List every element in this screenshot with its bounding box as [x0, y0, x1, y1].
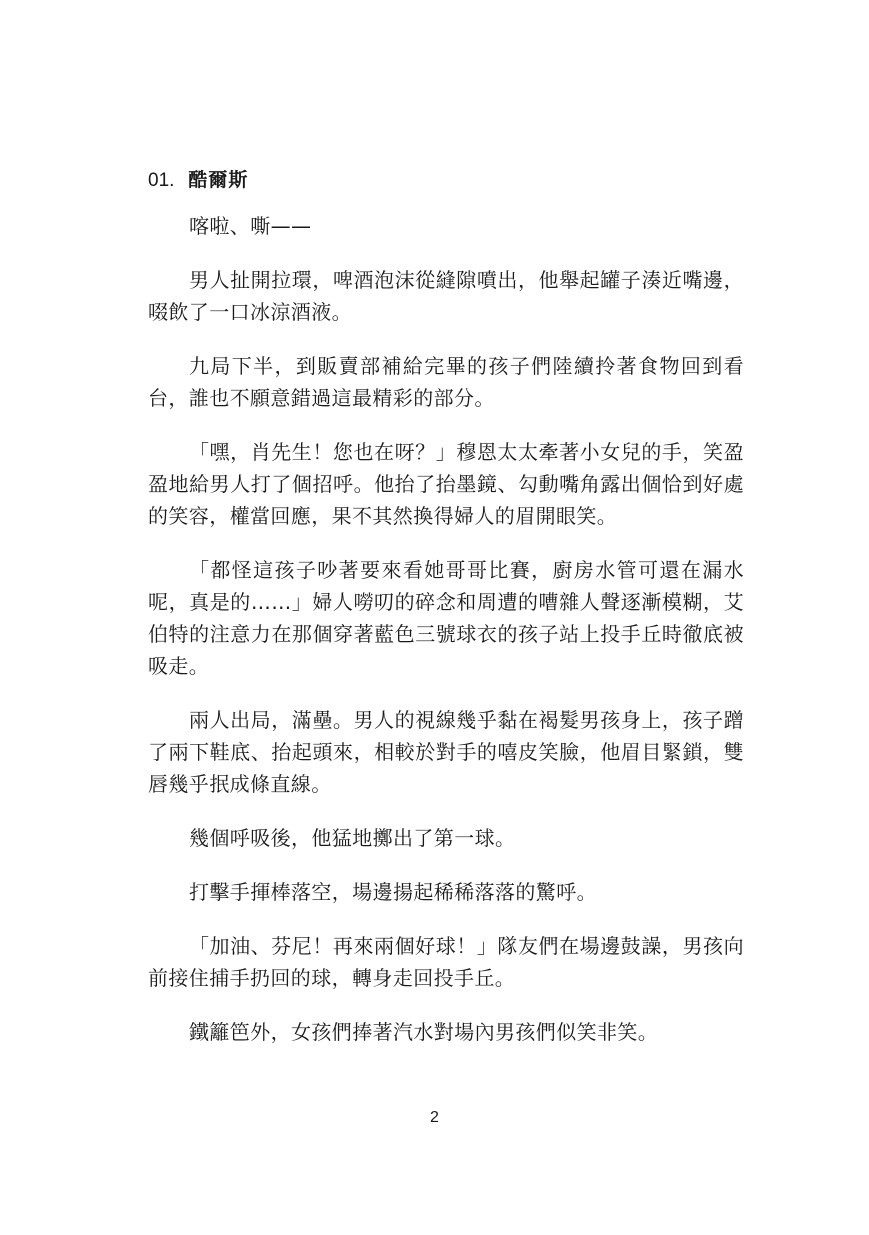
paragraph: 打擊手揮棒落空，場邊揚起稀稀落落的驚呼。: [189, 880, 597, 904]
paragraph: 鐵籬笆外，女孩們捧著汽水對場內男孩們似笑非笑。: [189, 1020, 659, 1044]
paragraph: 兩人出局，滿壘。男人的視線幾乎黏在褐髮男孩身上，孩子蹭了兩下鞋底、抬起頭來，相較於對手的嘻皮笑臉，他眉目緊鎖，雙唇幾乎抿成條直線。: [148, 708, 744, 796]
chapter-number: 01.: [148, 170, 175, 191]
paragraph: 喀啦、嘶——: [189, 214, 312, 238]
paragraph: 九局下半，到販賣部補給完畢的孩子們陸續拎著食物回到看台，誰也不願意錯過這最精彩的部分。: [148, 354, 744, 410]
paragraph: 幾個呼吸後，他猛地擲出了第一球。: [189, 826, 516, 850]
chapter-heading: [148, 167, 248, 194]
body-text: [148, 210, 744, 1070]
paragraph: 男人扯開拉環，啤酒泡沫從縫隙噴出，他舉起罐子湊近嘴邊，啜飲了一口冰涼酒液。: [148, 268, 744, 324]
chapter-title: 酷爾斯: [188, 169, 249, 191]
paragraph: 「都怪這孩子吵著要來看她哥哥比賽，廚房水管可還在漏水呢，真是的……」婦人嘮叨的碎念和周遭的嘈雜人聲逐漸模糊，艾伯特的注意力在那個穿著藍色三號球衣的孩子站上投手丘時徹底被吸走。: [148, 558, 744, 678]
paragraph: 「嘿，肖先生！您也在呀？」穆恩太太牽著小女兒的手，笑盈盈地給男人打了個招呼。他抬了抬墨鏡、勾動嘴角露出個恰到好處的笑容，權當回應，果不其然換得婦人的眉開眼笑。: [148, 440, 744, 528]
page-number: 2: [430, 1109, 439, 1126]
paragraph: 「加油、芬尼！再來兩個好球！」隊友們在場邊鼓譟，男孩向前接住捕手扔回的球，轉身走回投手丘。: [148, 934, 744, 990]
